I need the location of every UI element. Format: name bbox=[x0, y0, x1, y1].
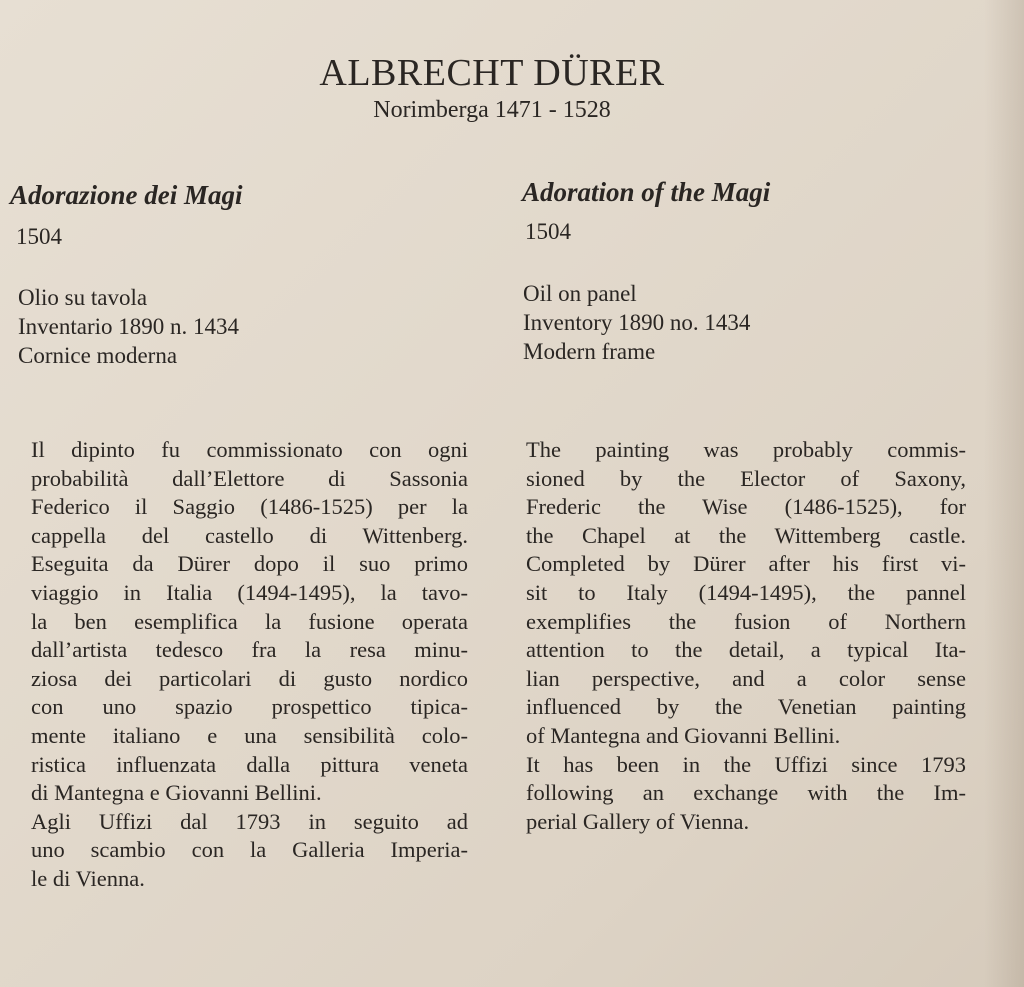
description-line: sioned by the Elector of Saxony, bbox=[526, 465, 966, 491]
description-line: mente italiano e una sensibilità colo- bbox=[31, 722, 468, 748]
italian-description bbox=[31, 436, 468, 894]
description-line: of Mantegna and Giovanni Bellini. bbox=[526, 722, 841, 748]
description-line: Agli Uffizi dal 1793 in seguito ad bbox=[31, 808, 468, 834]
description-line: Il dipinto fu commissionato con ogni bbox=[31, 437, 468, 462]
english-work-title: Adoration of the Magi bbox=[522, 177, 771, 207]
english-frame: Modern frame bbox=[523, 339, 656, 364]
italian-technical-info bbox=[18, 283, 239, 370]
italian-technique: Olio su tavola bbox=[18, 285, 148, 310]
description-line: la ben esemplifica la fusione operata bbox=[31, 608, 468, 634]
description-line: Frederic the Wise (1486-1525), for bbox=[526, 494, 966, 520]
description-line: con uno spazio prospettico tipica- bbox=[31, 694, 468, 720]
description-line: Completed by Dürer after his first vi- bbox=[526, 551, 966, 577]
italian-frame: Cornice moderna bbox=[18, 343, 178, 368]
description-line: influenced by the Venetian painting bbox=[526, 694, 966, 720]
description-line: exemplifies the fusion of Northern bbox=[526, 608, 966, 634]
description-line: sit to Italy (1494-1495), the pannel bbox=[526, 579, 966, 605]
description-line: ziosa dei particolari di gusto nordico bbox=[31, 665, 468, 691]
description-line: the Chapel at the Wittemberg castle. bbox=[526, 522, 966, 548]
english-technical-info bbox=[523, 279, 750, 366]
english-work-year: 1504 bbox=[525, 219, 571, 244]
description-line: cappella del castello di Wittenberg. bbox=[31, 522, 468, 548]
description-line: uno scambio con la Galleria Imperia- bbox=[31, 837, 468, 863]
artist-name: ALBRECHT DÜRER bbox=[319, 52, 665, 94]
description-line: le di Vienna. bbox=[31, 865, 145, 891]
edge-shadow bbox=[984, 0, 1024, 987]
italian-work-title: Adorazione dei Magi bbox=[10, 180, 243, 210]
description-line: The painting was probably commis- bbox=[526, 437, 966, 462]
description-line: Eseguita da Dürer dopo il suo primo bbox=[31, 551, 468, 577]
english-inventory: Inventory 1890 no. 1434 bbox=[523, 310, 751, 335]
description-line: perial Gallery of Vienna. bbox=[526, 808, 750, 834]
description-line: dall’artista tedesco fra la resa minu- bbox=[31, 637, 468, 663]
description-line: It has been in the Uffizi since 1793 bbox=[526, 751, 966, 777]
description-line: lian perspective, and a color sense bbox=[526, 665, 966, 691]
description-line: viaggio in Italia (1494-1495), la tavo- bbox=[31, 579, 468, 605]
description-line: di Mantegna e Giovanni Bellini. bbox=[31, 780, 322, 806]
italian-inventory: Inventario 1890 n. 1434 bbox=[18, 314, 240, 339]
description-line: following an exchange with the Im- bbox=[526, 780, 966, 806]
italian-work-year: 1504 bbox=[16, 224, 62, 249]
description-line: ristica influenzata dalla pittura veneta bbox=[31, 751, 468, 777]
description-line: Federico il Saggio (1486-1525) per la bbox=[31, 494, 468, 520]
description-line: attention to the detail, a typical Ita- bbox=[526, 637, 966, 663]
english-description bbox=[526, 436, 966, 836]
english-technique: Oil on panel bbox=[523, 281, 637, 306]
artist-birthplace-dates: Norimberga 1471 - 1528 bbox=[373, 97, 611, 123]
description-line: probabilità dall’Elettore di Sassonia bbox=[31, 465, 468, 491]
